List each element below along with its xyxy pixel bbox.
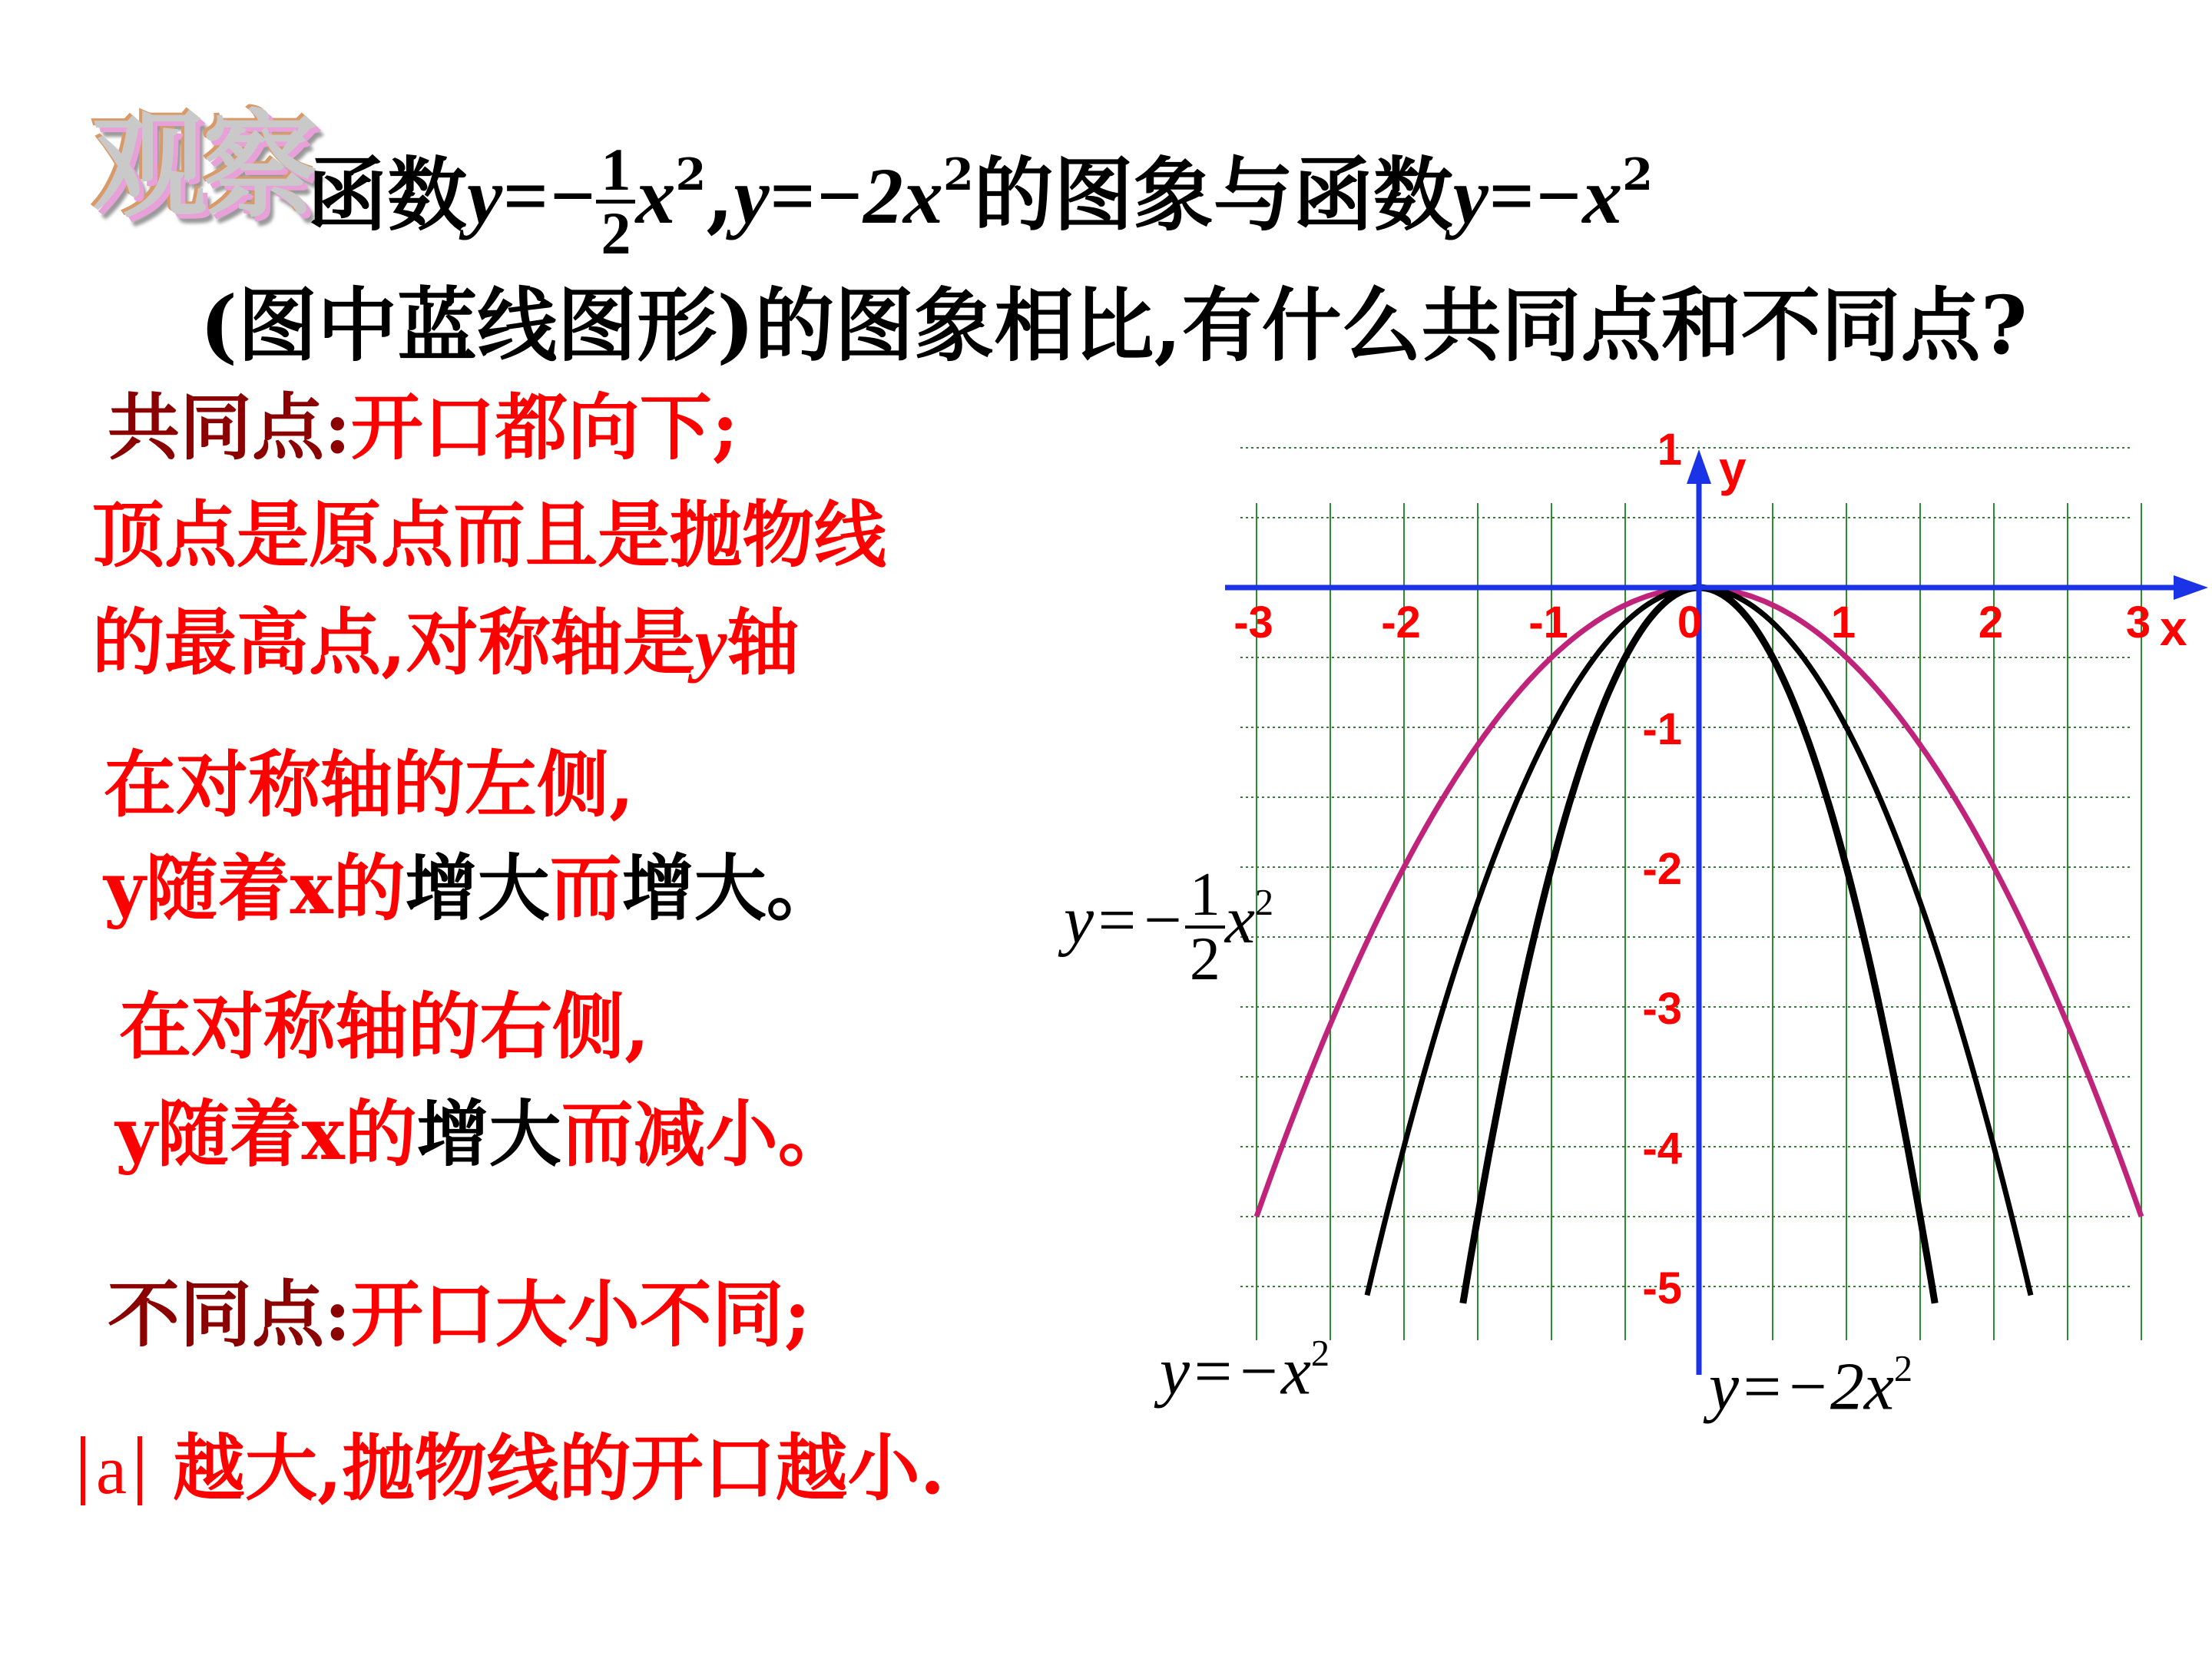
label-one-text: y=−x — [1160, 1334, 1311, 1409]
label-half-fraction — [1185, 861, 1225, 993]
x-tick-label: 0 — [1677, 598, 1703, 647]
y-tick-label: -1 — [1642, 704, 1682, 754]
common-text3b: y — [694, 604, 727, 684]
label-half-den: 2 — [1189, 926, 1220, 993]
formula-one-exp: 2 — [1622, 149, 1653, 201]
left-side-line1: 在对称轴的左侧, — [104, 743, 634, 827]
x-tick-label: -1 — [1528, 598, 1568, 647]
y-tick-label: -2 — [1642, 844, 1682, 894]
formula-two-exp: 2 — [942, 149, 974, 201]
abs-note-text: 越大,抛物线的开口越小. — [172, 1426, 945, 1511]
label-half-exp: 2 — [1254, 882, 1274, 923]
tick-labels — [1233, 425, 2187, 1313]
common-line2: 顶点是原点而且是抛物线 — [92, 493, 887, 578]
y-tick-label: -5 — [1642, 1263, 1682, 1313]
common-label: 共同点: — [108, 386, 351, 470]
x-axis-arrow — [2174, 575, 2208, 600]
label-two-exp: 2 — [1893, 1349, 1913, 1389]
left-side-c: 而 — [549, 846, 622, 931]
y-axis-label: y — [1719, 441, 1747, 496]
x-tick-label: 1 — [1830, 598, 1856, 647]
abs-a: a — [81, 1436, 142, 1505]
right-side-b: 增大 — [416, 1092, 561, 1177]
formula-half-exp: 2 — [675, 149, 707, 201]
label-half-num: 1 — [1185, 864, 1225, 929]
label-two-text: y=−2x — [1709, 1349, 1894, 1425]
right-side-c: 而减小。 — [561, 1092, 850, 1177]
formula-sep: , — [706, 147, 734, 242]
axes — [1225, 449, 2208, 1375]
label-two-curve — [1709, 1348, 1912, 1426]
x-tick-label: 3 — [2125, 598, 2151, 647]
x-axis-label: x — [2160, 601, 2187, 656]
common-text1: 开口都向下; — [350, 386, 739, 470]
common-text3c: 轴 — [727, 601, 800, 685]
fraction-denominator: 2 — [601, 200, 631, 267]
fraction-numerator: 1 — [596, 140, 635, 204]
question-mid: 的图象与函数 — [973, 147, 1453, 242]
y-tick-label: 1 — [1657, 425, 1682, 475]
diff-label: 不同点: — [108, 1273, 351, 1357]
formula-two: y=−2x — [733, 152, 943, 240]
y-tick-label: -4 — [1642, 1124, 1682, 1174]
formula-half-left: y=− — [467, 152, 597, 240]
right-side-a: y随着x的 — [115, 1092, 417, 1177]
x-tick-label: -2 — [1381, 598, 1421, 647]
y-axis-arrow — [1687, 449, 1711, 484]
left-side-a: y随着x的 — [104, 846, 406, 931]
common-text3a: 的最高点,对称轴是 — [92, 601, 695, 685]
label-half-left: y=− — [1064, 883, 1185, 959]
label-one-curve — [1160, 1333, 1330, 1410]
label-half-var: x — [1224, 883, 1255, 959]
question-prefix: 函数 — [307, 147, 468, 242]
left-side-b: 增大 — [405, 846, 550, 931]
formula-half-var: x — [635, 152, 676, 240]
question-line2: (图中蓝线图形)的图象相比,有什么共同点和不同点? — [200, 278, 2028, 373]
x-tick-label: -3 — [1233, 598, 1273, 647]
left-side-d: 增大。 — [621, 846, 839, 931]
right-side-line1: 在对称轴的右侧, — [119, 985, 650, 1069]
label-one-exp: 2 — [1310, 1333, 1330, 1374]
diff-text: 开口大小不同; — [350, 1273, 811, 1357]
label-half-curve — [1064, 861, 1274, 993]
watermark-title: 观察 — [92, 98, 314, 233]
y-tick-label: -3 — [1642, 984, 1682, 1034]
x-tick-label: 2 — [1978, 598, 2004, 647]
formula-one: y=−x — [1452, 152, 1623, 240]
